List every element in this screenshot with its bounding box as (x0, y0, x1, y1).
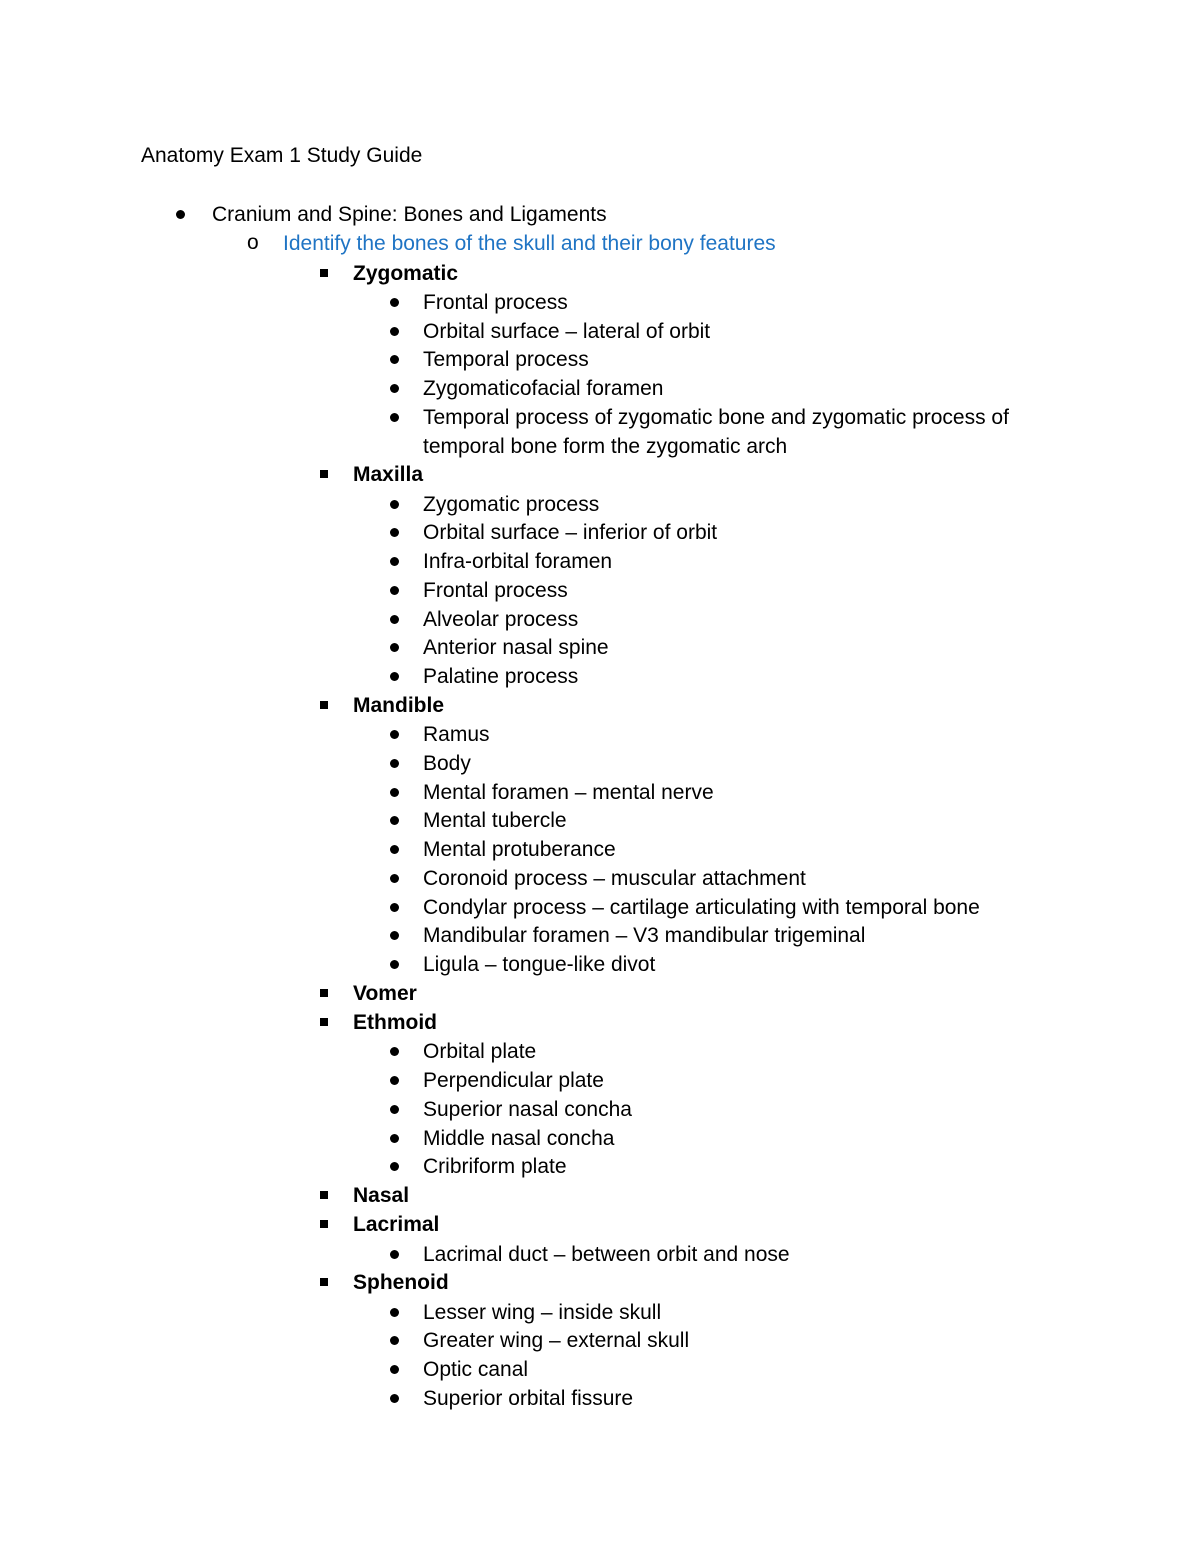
feature-item: Zygomatic process (423, 492, 600, 516)
feature-item: Lesser wing – inside skull (423, 1300, 662, 1324)
level4-bullet-icon (390, 1162, 399, 1171)
bone-name: Zygomatic (353, 261, 459, 285)
feature-item: Temporal process (423, 348, 589, 372)
feature-item: Mental protuberance (423, 838, 616, 861)
level2-bullet-icon: o (247, 230, 259, 254)
level4-bullet-icon (390, 730, 399, 739)
level4-bullet-icon (390, 1105, 399, 1114)
level4-bullet-icon (390, 1394, 399, 1403)
bone-name: Nasal (353, 1184, 410, 1207)
level4-bullet-icon (390, 586, 399, 595)
bone-name: Mandible (353, 693, 445, 717)
bone-name: Maxilla (353, 463, 424, 487)
level4-bullet-icon (390, 874, 399, 883)
feature-item: Zygomaticofacial foramen (423, 377, 664, 400)
feature-item: Superior orbital fissure (423, 1386, 634, 1410)
level4-bullet-icon (390, 327, 399, 336)
level4-bullet-icon (390, 298, 399, 307)
level4-bullet-icon (390, 1250, 399, 1259)
feature-item: Orbital plate (423, 1040, 537, 1064)
level4-bullet-icon (390, 528, 399, 537)
feature-item: Mandibular foramen – V3 mandibular trigeminal (423, 924, 866, 948)
level4-bullet-icon (390, 1365, 399, 1374)
level4-bullet-icon (390, 413, 399, 422)
level4-bullet-icon (390, 500, 399, 509)
feature-item: Anterior nasal spine (423, 636, 609, 660)
level3-square-bullet-icon (320, 1018, 328, 1026)
feature-item: Perpendicular plate (423, 1069, 604, 1092)
feature-item: Optic canal (423, 1358, 529, 1381)
feature-item: Coronoid process – muscular attachment (423, 866, 806, 890)
level4-bullet-icon (390, 1308, 399, 1317)
bone-name: Ethmoid (353, 1011, 437, 1034)
level3-square-bullet-icon (320, 1220, 328, 1228)
feature-item: Frontal process (423, 290, 568, 314)
feature-item: Alveolar process (423, 607, 579, 631)
level4-bullet-icon (390, 931, 399, 940)
level3-square-bullet-icon (320, 1278, 328, 1286)
feature-item: Frontal process (423, 578, 568, 602)
level4-bullet-icon (390, 384, 399, 393)
level3-square-bullet-icon (320, 989, 328, 997)
level4-bullet-icon (390, 1336, 399, 1345)
feature-item: Cribriform plate (423, 1155, 567, 1179)
level4-bullet-icon (390, 643, 399, 652)
level3-square-bullet-icon (320, 701, 328, 709)
section-heading: Cranium and Spine: Bones and Ligaments (212, 203, 607, 226)
level3-square-bullet-icon (320, 470, 328, 478)
level4-bullet-icon (390, 615, 399, 624)
feature-item: Lacrimal duct – between orbit and nose (423, 1242, 790, 1266)
level4-bullet-icon (390, 557, 399, 566)
objective-heading: Identify the bones of the skull and their bony features (283, 231, 776, 255)
level4-bullet-icon (390, 672, 399, 681)
level1-bullet-icon (176, 210, 185, 219)
bone-name: Lacrimal (353, 1213, 440, 1237)
level3-square-bullet-icon (320, 269, 328, 277)
bone-name: Sphenoid (353, 1271, 449, 1295)
feature-item: Palatine process (423, 665, 579, 688)
level4-bullet-icon (390, 960, 399, 969)
feature-item: Mental tubercle (423, 809, 567, 833)
level4-bullet-icon (390, 1134, 399, 1143)
feature-item: Ligula – tongue-like divot (423, 953, 656, 976)
feature-item: Middle nasal concha (423, 1126, 615, 1150)
document-title: Anatomy Exam 1 Study Guide (141, 144, 423, 167)
level4-bullet-icon (390, 788, 399, 797)
feature-item: Infra-orbital foramen (423, 550, 613, 573)
level3-square-bullet-icon (320, 1191, 328, 1199)
feature-item: Greater wing – external skull (423, 1329, 690, 1353)
feature-item: Mental foramen – mental nerve (423, 780, 714, 804)
level4-bullet-icon (390, 903, 399, 912)
feature-item: Condylar process – cartilage articulating with temporal bone (423, 895, 980, 919)
level4-bullet-icon (390, 816, 399, 825)
feature-item: Ramus (423, 723, 490, 746)
level4-bullet-icon (390, 1047, 399, 1056)
feature-item: Orbital surface – lateral of orbit (423, 319, 711, 343)
level4-bullet-icon (390, 1076, 399, 1085)
feature-item: Temporal process of zygomatic bone and zygomatic process of temporal bone form the zygomatic arch (423, 405, 1009, 458)
bone-name: Vomer (353, 981, 417, 1005)
level4-bullet-icon (390, 845, 399, 854)
feature-item: Body (423, 751, 471, 775)
level4-bullet-icon (390, 759, 399, 768)
level4-bullet-icon (390, 355, 399, 364)
feature-item: Superior nasal concha (423, 1097, 632, 1121)
feature-item: Orbital surface – inferior of orbit (423, 521, 718, 545)
